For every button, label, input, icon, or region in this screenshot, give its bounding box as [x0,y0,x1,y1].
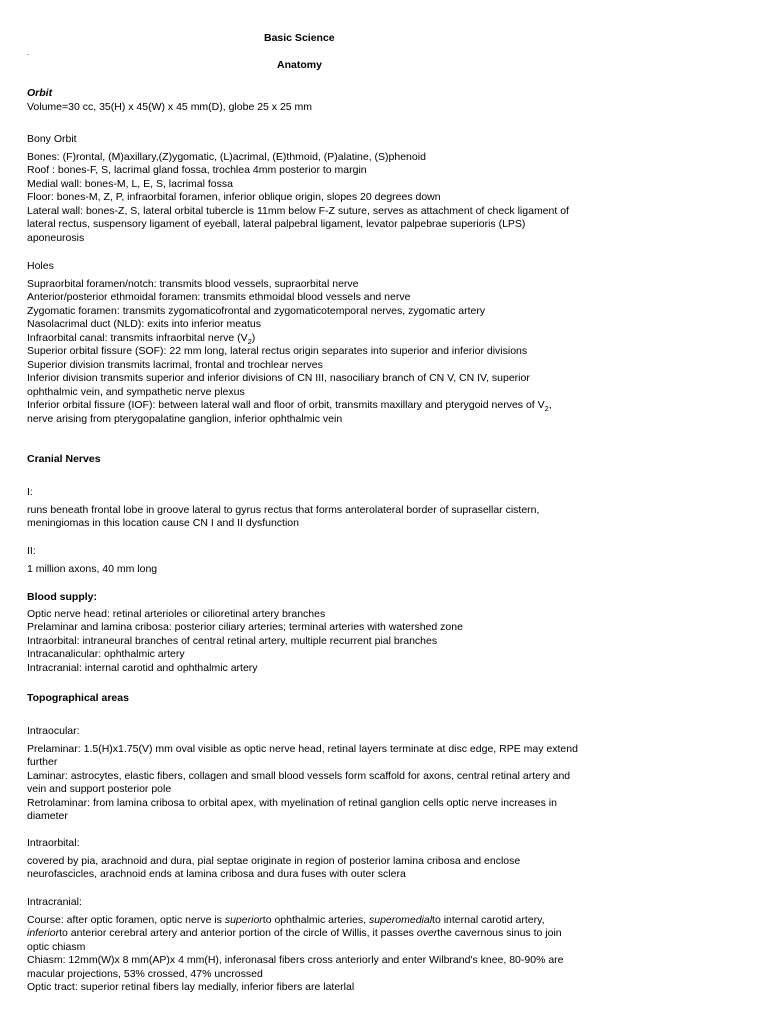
holes-line: Inferior division transmits superior and inferior divisions of CN III, nasociliary branch of CN V, CN IV, superior ophthalmic vein, and sympathetic nerve plexus [27,372,530,398]
blood-supply-line: Optic nerve head: retinal arterioles or cilioretinal artery branches [27,607,326,620]
cn1-block [27,486,587,531]
cn2-block [27,545,587,576]
intraocular-line: Retrolaminar: from lamina cribosa to orbital apex, with myelination of retinal ganglion cells optic nerve increases in diameter [27,796,557,822]
cn1-text: runs beneath frontal lobe in groove lateral to gyrus rectus that forms anterolateral border of suprasellar cistern, meningiomas in this location cause CN I and II dysfunction [27,503,540,529]
holes-line: Nasolacrimal duct (NLD): exits into inferior meatus [27,318,261,330]
document-title: Basic Science [264,32,335,44]
topographical-section [27,692,587,706]
intraocular-line: Prelaminar: 1.5(H)x1.75(V) mm oval visible as optic nerve head, retinal layers terminate at disc edge, RPE may extend further [27,742,578,768]
stray-dot: . [27,48,30,57]
bony-orbit-line: Medial wall: bones-M, L, E, S, lacrimal fossa [27,177,233,190]
intraocular-block [27,725,587,824]
cn1-label: I: [27,486,33,498]
blood-supply-line: Intracranial: internal carotid and ophthalmic artery [27,661,258,674]
holes-line-infraorbital: Infraorbital canal: transmits infraorbital nerve $(V_2)$ [27,331,256,346]
holes-line: Zygomatic foramen: transmits zygomaticofrontal and zygomaticotemporal nerves, zygomatic artery [27,304,486,317]
blood-supply-section [27,591,587,675]
intracranial-label: Intracranial: [27,896,82,908]
cranial-nerves-section [27,453,587,467]
holes-line: Superior division transmits lacrimal, frontal and trochlear nerves [27,358,323,371]
blood-supply-line: Intracanalicular: ophthalmic artery [27,648,185,660]
intraocular-label: Intraocular: [27,725,80,737]
cranial-nerves-heading: Cranial Nerves [27,453,101,465]
document-subtitle: Anatomy [277,59,322,71]
orbit-heading: Orbit [27,87,53,99]
holes-line: Superior orbital fissure (SOF): 22 mm long, lateral rectus origin separates into superior and inferior divisions [27,345,528,357]
bony-orbit-heading: Bony Orbit [27,133,77,145]
holes-line: Anterior/posterior ethmoidal foramen: transmits ethmoidal blood vessels and nerve [27,291,411,303]
holes-heading: Holes [27,260,54,272]
orbit-section [27,87,587,114]
cn2-text: 1 million axons, 40 mm long [27,562,158,575]
intraorbital-text: covered by pia, arachnoid and dura, pial septae originate in region of posterior lamina cribosa and enclose neurofascicles, arachnoid ends at lamina cribosa and dura fuses with outer sclera [27,854,521,880]
bony-orbit-line: Lateral wall: bones-Z, S, lateral orbital tubercle is 11mm below F-Z suture, serves as attachment of check ligament of lateral rectus, suspensory ligament of eyeball, lateral palpebral ligament, levator palpebrae superioris (LPS) aponeurosis [27,204,569,244]
bony-orbit-line: Floor: bones-M, Z, P, infraorbital foramen, inferior oblique origin, slopes 20 degrees down [27,191,441,203]
intracranial-course: Course: after optic foramen, optic nerve is superiorto ophthalmic arteries, superomedialto internal carotid artery, inferiorto anterior cerebral artery and anterior portion of the circle of Willis, it passes overthe cavernous sinus to join optic chiasm [27,913,562,953]
blood-supply-line: Prelaminar and lamina cribosa: posterior ciliary arteries; terminal arteries with watershed zone [27,621,463,633]
blood-supply-line: Intraorbital: intraneural branches of central retinal artery, multiple recurrent pial branches [27,634,438,647]
cn2-label: II: [27,545,36,557]
holes-line-iof: Inferior orbital fissure (IOF): between lateral wall and floor of orbit, transmits maxillary and pterygoid nerves of $V_2$, nerve arising from pterygopalatine ganglion, inferior ophthalmic vein [27,399,552,425]
orbit-volume: Volume=30 cc, 35(H) x 45(W) x 45 mm(D), globe 25 x 25 mm [27,100,313,113]
bony-orbit-section [27,133,587,245]
intraocular-line: Laminar: astrocytes, elastic fibers, collagen and small blood vessels form scaffold for axons, central retinal artery and vein and support posterior pole [27,769,571,795]
blood-supply-heading: Blood supply: [27,591,97,603]
holes-section [27,260,587,426]
holes-line: Supraorbital foramen/notch: transmits blood vessels, supraorbital nerve [27,277,359,290]
intraorbital-label: Intraorbital: [27,837,80,849]
intracranial-chiasm: Chiasm: 12mm(W)x 8 mm(AP)x 4 mm(H), inferonasal fibers cross anteriorly and enter Wilbrand's knee, 80-90% are macular projections, 53% crossed, 47% uncrossed [27,954,564,980]
topographical-heading: Topographical areas [27,692,129,704]
intracranial-optic-tract: Optic tract: superior retinal fibers lay medially, inferior fibers are laterlal [27,981,355,993]
intracranial-block [27,896,587,995]
intraorbital-block [27,837,587,882]
bony-orbit-line: Roof : bones-F, S, lacrimal gland fossa, trochlea 4mm posterior to margin [27,164,367,176]
bony-orbit-line: Bones: (F)rontal, (M)axillary,(Z)ygomatic, (L)acrimal, (E)thmoid, (P)alatine, (S)phenoid [27,150,426,163]
